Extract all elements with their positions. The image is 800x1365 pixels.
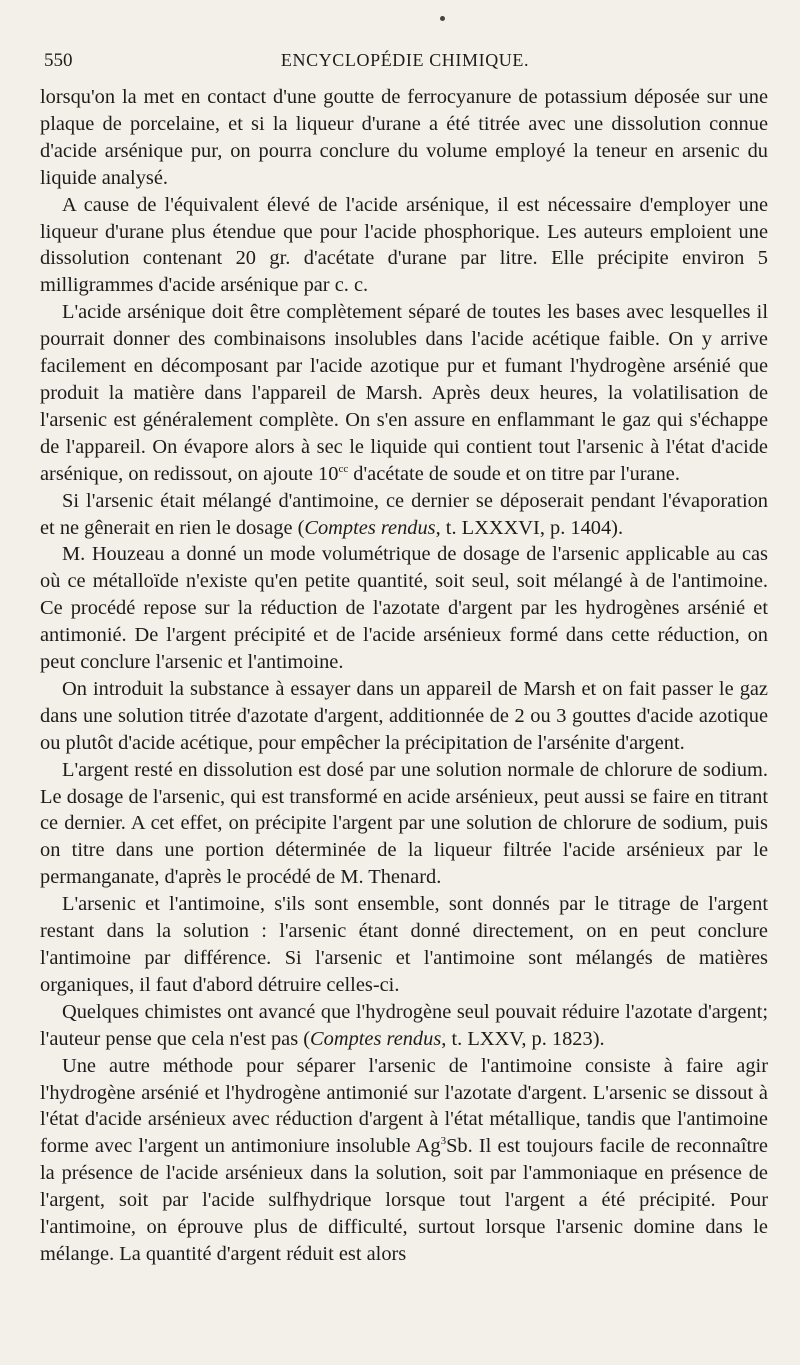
page-header [44, 50, 766, 76]
paragraph [40, 999, 768, 1053]
page-number: 550 [44, 50, 73, 71]
paragraph: L'argent resté en dissolution est dosé par une solution normale de chlorure de sodium. Le dosage de l'arsenic, qui est transformé en acide arsénieux, peut aussi se faire en titrant ce dernier. A cet effet, on précipite l'argent par une solution de chlorure de sodium, puis on titre dans une portion déterminée de la liqueur filtrée l'acide arsénieux par le permanganate, d'après le procédé de M. Thenard. [40, 758, 768, 889]
citation-ref: , t. LXXV, p. 1823). [441, 1027, 605, 1050]
print-speck [440, 16, 445, 21]
citation-title: Comptes rendus [304, 516, 436, 539]
paragraph [40, 1053, 768, 1268]
running-title: ENCYCLOPÉDIE CHIMIQUE. [280, 50, 530, 70]
paragraph-text: Si l'arsenic était mélangé d'antimoine, ce dernier se déposerait pendant l'évaporation et ne gênerait en rien le dosage ( [40, 489, 768, 539]
paragraph-text: L'acide arsénique doit être complètement séparé de toutes les bases avec lesquelles il pourrait donner des combinaisons insolubles dans l'acide acétique faible. On y arrive facilement en décomposant par l'acide azotique pur et fumant l'hydrogène arsénié que produit la matière dans l'appareil de Marsh. Après deux heures, la volatilisation de l'arsenic est généralement complète. On s'en assure en enflammant le gaz qui s'échappe de l'appareil. On évapore alors à sec le liquide qui contient tout l'arsenic à l'état d'acide arsénique, on redissout, on ajoute 10 [40, 301, 768, 485]
paragraph-text: d'acétate de soude et on titre par l'urane. [348, 462, 680, 485]
body-text [40, 84, 768, 1268]
paragraph-text: Sb. Il est toujours facile de reconnaître la présence de l'acide arsénieux dans la solution, soit par l'ammoniaque en présence de l'argent, soit par l'acide sulfhydrique lorsque tout l'argent a été précipité. Pour l'antimoine, on éprouve plus de difficulté, surtout lorsque l'arsenic domine dans le mélange. La quantité d'argent réduit est alors [40, 1135, 768, 1265]
paragraph: lorsqu'on la met en contact d'une goutte de ferrocyanure de potassium déposée sur une plaque de porcelaine, et si la liqueur d'urane a été titrée avec une dissolution connue d'acide arsénique pur, on pourra conclure du volume employé la teneur en arsenic du liquide analysé. [40, 86, 768, 189]
paragraph [40, 299, 768, 487]
paragraph: A cause de l'équivalent élevé de l'acide arsénique, il est nécessaire d'employer une liqueur d'urane plus étendue que pour l'acide phosphorique. Les auteurs emploient une dissolution contenant 20 gr. d'acétate d'urane par litre. Elle précipite environ 5 milligrammes d'acide arsénique par c. c. [40, 193, 768, 297]
superscript: cc [338, 462, 349, 475]
superscript: 3 [440, 1135, 447, 1148]
paragraph: L'arsenic et l'antimoine, s'ils sont ensemble, sont donnés par le titrage de l'argent restant dans la solution : l'arsenic étant donné directement, on en peut conclure l'antimoine par différence. Si l'arsenic et l'antimoine sont mélangés de matières organiques, il faut d'abord détruire celles-ci. [40, 893, 768, 996]
paragraph [40, 488, 768, 542]
paragraph: M. Houzeau a donné un mode volumétrique de dosage de l'arsenic applicable au cas où ce métalloïde n'existe qu'en petite quantité, soit seul, soit mélangé à de l'antimoine. Ce procédé repose sur la réduction de l'azotate d'argent par les hydrogènes arsénié et antimonié. De l'argent précipité et de l'acide arsénieux formé dans cette réduction, on peut conclure l'arsenic et l'antimoine. [40, 543, 768, 674]
citation-title: Comptes rendus [310, 1027, 442, 1050]
paragraph-text: Quelques chimistes ont avancé que l'hydrogène seul pouvait réduire l'azotate d'argent; l'auteur pense que cela n'est pas ( [40, 1000, 768, 1050]
paragraph: On introduit la substance à essayer dans un appareil de Marsh et on fait passer le gaz dans une solution titrée d'azotate d'argent, additionnée de 2 ou 3 gouttes d'acide azotique ou plutôt d'acide acétique, pour empêcher la précipitation de l'arsénite d'argent. [40, 677, 768, 754]
citation-ref: , t. LXXXVI, p. 1404). [435, 516, 624, 539]
paragraph-text: Une autre méthode pour séparer l'arsenic de l'antimoine consiste à faire agir l'hydrogène arsénié et l'hydrogène antimonié sur l'azotate d'argent. L'arsenic se dissout à l'état d'acide arsénieux avec réduction d'argent à l'état métallique, tandis que l'antimoine forme avec l'argent un antimoniure insoluble Ag [40, 1054, 768, 1158]
